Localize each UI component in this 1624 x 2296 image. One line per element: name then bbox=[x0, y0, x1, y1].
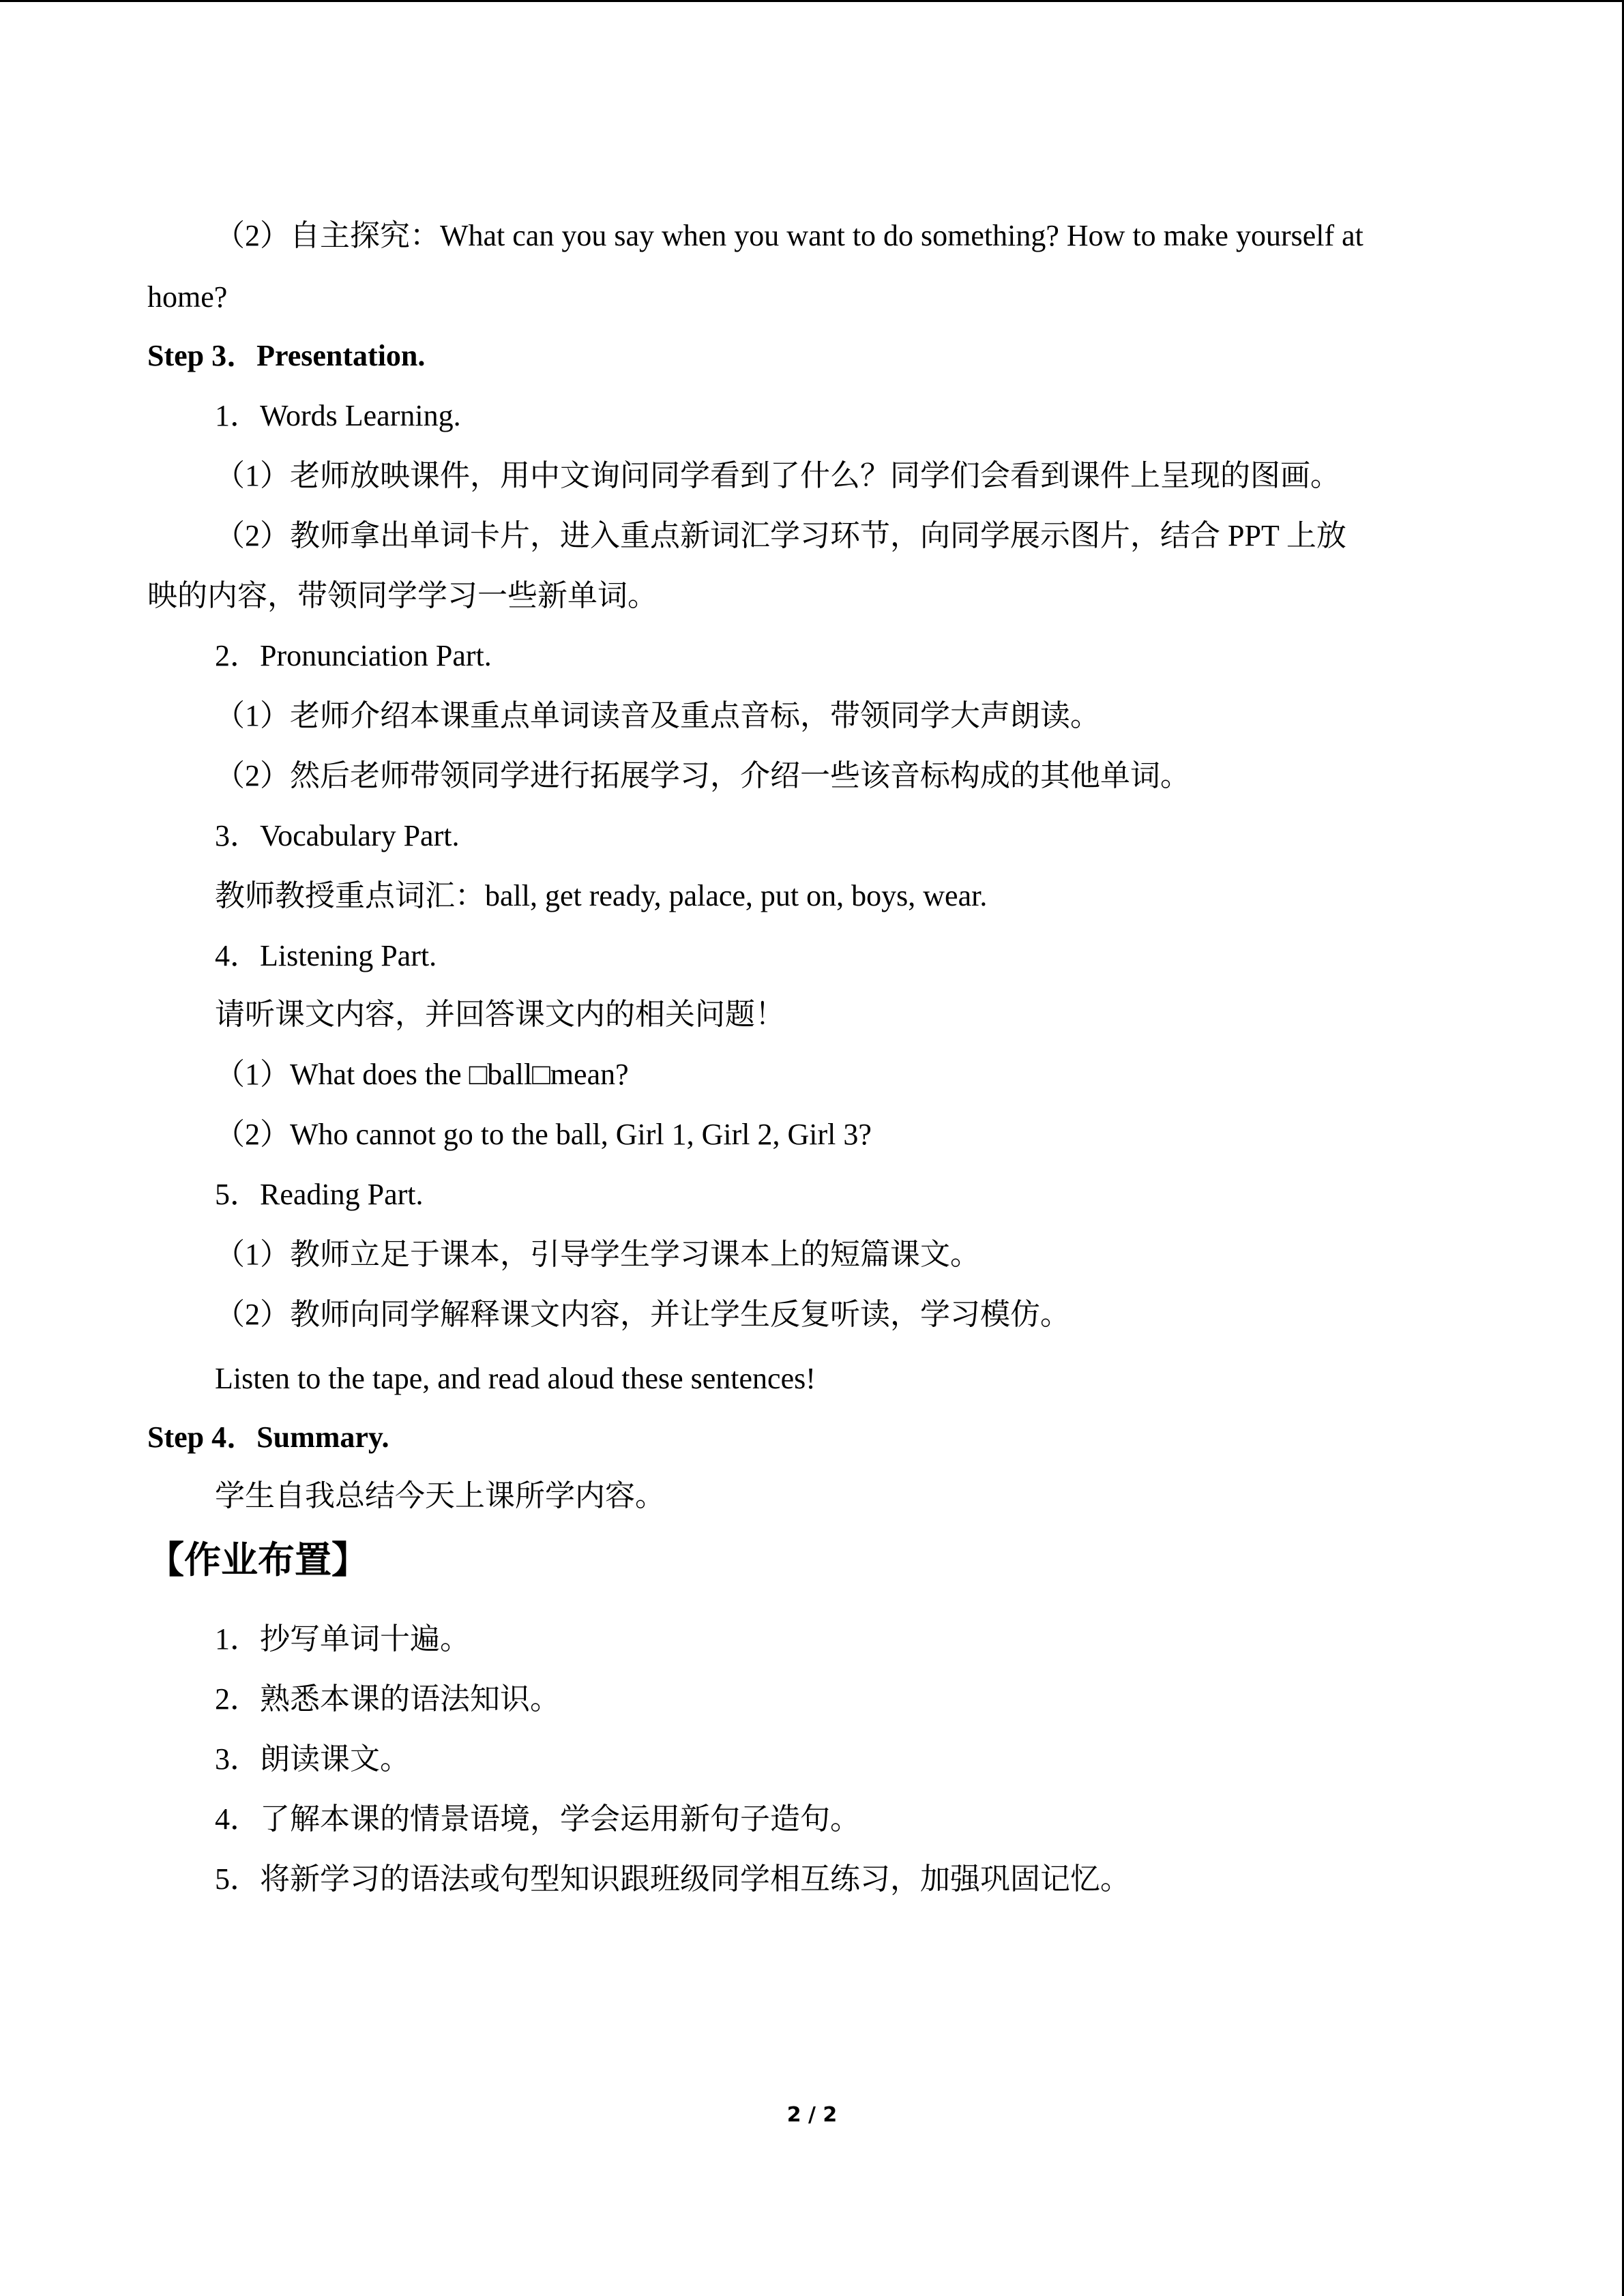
homework-heading: 【作业布置】 bbox=[147, 1538, 368, 1581]
vocabulary-title: 3．Vocabulary Part. bbox=[215, 819, 460, 852]
page-top-border bbox=[0, 0, 1624, 2]
listening-question-1: （1）What does the □ball□mean? bbox=[215, 1058, 629, 1091]
vocabulary-words: 教师教授重点词汇：ball, get ready, palace, put on, boys, wear. bbox=[215, 879, 988, 912]
words-learning-title: 1．Words Learning. bbox=[215, 399, 461, 432]
words-learning-item-2-continuation: 映的内容，带领同学学习一些新单词。 bbox=[147, 579, 658, 612]
inquiry-question-continuation: home? bbox=[147, 280, 228, 314]
words-learning-item-1: （1）老师放映课件，用中文询问同学看到了什么？同学们会看到课件上呈现的图画。 bbox=[215, 459, 1340, 492]
reading-item-1: （1）教师立足于课本，引导学生学习课本上的短篇课文。 bbox=[215, 1238, 980, 1271]
homework-item-2: 2．熟悉本课的语法知识。 bbox=[215, 1682, 560, 1716]
step-4-heading: Step 4．Summary. bbox=[147, 1420, 389, 1454]
reading-instruction: Listen to the tape, and read aloud these sentences! bbox=[215, 1362, 816, 1395]
reading-title: 5．Reading Part. bbox=[215, 1178, 424, 1211]
homework-item-4: 4．了解本课的情景语境，学会运用新句子造句。 bbox=[215, 1802, 860, 1836]
page-number: 2 / 2 bbox=[786, 2103, 838, 2127]
summary-text: 学生自我总结今天上课所学内容。 bbox=[215, 1479, 665, 1512]
pronunciation-item-2: （2）然后老师带领同学进行拓展学习，介绍一些该音标构成的其他单词。 bbox=[215, 759, 1190, 792]
words-learning-item-2: （2）教师拿出单词卡片，进入重点新词汇学习环节，向同学展示图片，结合 PPT 上放 bbox=[215, 519, 1347, 552]
step-3-heading: Step 3．Presentation. bbox=[147, 339, 426, 372]
listening-title: 4．Listening Part. bbox=[215, 939, 437, 972]
inquiry-question-line: （2）自主探究：What can you say when you want to do something? How to make yourself at bbox=[215, 219, 1363, 252]
listening-instruction: 请听课文内容，并回答课文内的相关问题！ bbox=[215, 998, 785, 1031]
listening-question-2: （2）Who cannot go to the ball, Girl 1, Girl 2, Girl 3? bbox=[215, 1118, 872, 1151]
pronunciation-item-1: （1）老师介绍本课重点单词读音及重点音标，带领同学大声朗读。 bbox=[215, 699, 1100, 732]
reading-item-2: （2）教师向同学解释课文内容，并让学生反复听读，学习模仿。 bbox=[215, 1298, 1070, 1331]
homework-item-5: 5．将新学习的语法或句型知识跟班级同学相互练习，加强巩固记忆。 bbox=[215, 1862, 1130, 1896]
pronunciation-title: 2．Pronunciation Part. bbox=[215, 639, 492, 672]
homework-item-1: 1．抄写单词十遍。 bbox=[215, 1622, 470, 1656]
homework-item-3: 3．朗读课文。 bbox=[215, 1742, 410, 1776]
